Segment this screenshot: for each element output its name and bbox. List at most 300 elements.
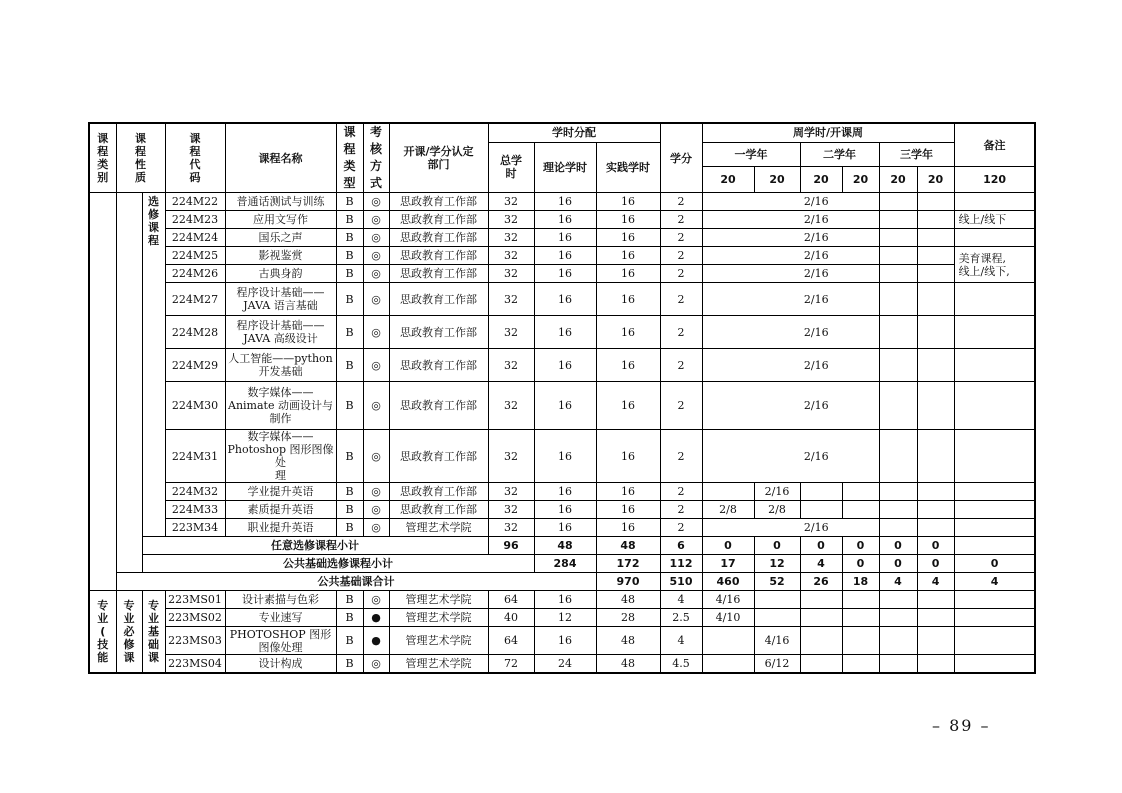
credits: 2 (660, 519, 702, 537)
exam-method: ◎ (363, 430, 389, 483)
theory-hours: 16 (534, 265, 596, 283)
theory-hours: 16 (534, 430, 596, 483)
course-code: 223M34 (165, 519, 225, 537)
header-notes-weeks: 120 (954, 167, 1035, 193)
subtotal-week: 0 (879, 555, 917, 573)
remark-cell: 线上/线下 (954, 211, 1035, 229)
header-week-count: 20 (879, 167, 917, 193)
theory-hours: 16 (534, 519, 596, 537)
remark-cell (954, 193, 1035, 211)
department: 管理艺术学院 (389, 591, 488, 609)
subtotal-theory: 172 (596, 555, 660, 573)
course-type: B (336, 591, 363, 609)
credits: 4 (660, 627, 702, 655)
week-cell (879, 349, 917, 382)
week-cell (842, 483, 879, 501)
practice-hours: 16 (596, 430, 660, 483)
elective-label: 选 修 课 程 (142, 193, 165, 537)
course-code: 224M24 (165, 229, 225, 247)
remark-cell (954, 501, 1035, 519)
subtotal-total: 970 (596, 573, 660, 591)
week-cell (917, 316, 954, 349)
department: 管理艺术学院 (389, 609, 488, 627)
course-code: 224M29 (165, 349, 225, 382)
theory-hours: 16 (534, 193, 596, 211)
exam-method: ◎ (363, 247, 389, 265)
week-cell (879, 609, 917, 627)
department: 思政教育工作部 (389, 265, 488, 283)
practice-hours: 16 (596, 349, 660, 382)
subtotal-week: 12 (754, 555, 800, 573)
course-type: B (336, 519, 363, 537)
department: 思政教育工作部 (389, 247, 488, 265)
week-cell (800, 627, 842, 655)
header-course-name: 课程名称 (225, 123, 336, 193)
credits: 2 (660, 211, 702, 229)
course-name: 学业提升英语 (225, 483, 336, 501)
week-cell (879, 519, 917, 537)
remark-cell (954, 229, 1035, 247)
week-cell (702, 316, 754, 349)
week-cell (917, 501, 954, 519)
header-category: 课 程 类 别 (89, 123, 116, 193)
week-cell (842, 591, 879, 609)
department: 思政教育工作部 (389, 316, 488, 349)
week-cell (702, 430, 754, 483)
course-code: 224M27 (165, 283, 225, 316)
course-type: B (336, 609, 363, 627)
exam-method: ◎ (363, 349, 389, 382)
week-cell (702, 211, 754, 229)
course-type: B (336, 349, 363, 382)
major-sub: 专 业 基 础 课 (142, 591, 165, 673)
department: 管理艺术学院 (389, 655, 488, 673)
course-code: 224M25 (165, 247, 225, 265)
practice-hours: 16 (596, 519, 660, 537)
week-cell (879, 591, 917, 609)
weekly-hours: 2/16 (754, 265, 879, 283)
course-code: 224M22 (165, 193, 225, 211)
header-week-count: 20 (842, 167, 879, 193)
course-type: B (336, 501, 363, 519)
header-credits: 学分 (660, 123, 702, 193)
course-code: 223MS01 (165, 591, 225, 609)
header-practice-hours: 实践学时 (596, 142, 660, 193)
practice-hours: 16 (596, 382, 660, 430)
total-hours: 32 (488, 283, 534, 316)
week-cell (702, 265, 754, 283)
subtotal-week: 0 (842, 537, 879, 555)
weekly-hours: 2/16 (754, 382, 879, 430)
total-hours: 40 (488, 609, 534, 627)
credits: 4.5 (660, 655, 702, 673)
week-cell (800, 655, 842, 673)
header-week-count: 20 (800, 167, 842, 193)
course-type: B (336, 247, 363, 265)
week-cell (702, 247, 754, 265)
remark-cell (954, 430, 1035, 483)
practice-hours: 16 (596, 265, 660, 283)
exam-method: ◎ (363, 211, 389, 229)
header-week-count: 20 (702, 167, 754, 193)
theory-hours: 16 (534, 501, 596, 519)
total-hours: 32 (488, 382, 534, 430)
course-name: 应用文写作 (225, 211, 336, 229)
course-code: 224M23 (165, 211, 225, 229)
remark-cell (954, 591, 1035, 609)
header-department: 开课/学分认定 部门 (389, 123, 488, 193)
total-hours: 32 (488, 483, 534, 501)
week-cell-1 (702, 483, 754, 501)
week-cell (917, 655, 954, 673)
credits: 2 (660, 501, 702, 519)
course-type: B (336, 627, 363, 655)
week-cell (702, 193, 754, 211)
exam-method: ◎ (363, 316, 389, 349)
practice-hours: 48 (596, 591, 660, 609)
department: 管理艺术学院 (389, 627, 488, 655)
course-code: 223MS04 (165, 655, 225, 673)
credits: 2 (660, 247, 702, 265)
exam-method: ◎ (363, 193, 389, 211)
theory-hours: 16 (534, 591, 596, 609)
header-exam-method: 考 核 方 式 (363, 123, 389, 193)
theory-hours: 12 (534, 609, 596, 627)
week-cell (842, 609, 879, 627)
total-hours: 32 (488, 229, 534, 247)
remark-cell (954, 519, 1035, 537)
remark-cell (954, 627, 1035, 655)
week-cell (917, 193, 954, 211)
week-cell (879, 211, 917, 229)
course-type: B (336, 655, 363, 673)
practice-hours: 48 (596, 655, 660, 673)
week-cell (800, 483, 842, 501)
subtotal-credit: 52 (754, 573, 800, 591)
course-type: B (336, 382, 363, 430)
course-name: 设计素描与色彩 (225, 591, 336, 609)
course-type: B (336, 229, 363, 247)
week-cell (917, 609, 954, 627)
subtotal-theory: 48 (534, 537, 596, 555)
subtotal-week: 0 (917, 555, 954, 573)
credits: 2 (660, 430, 702, 483)
exam-method: ◎ (363, 501, 389, 519)
remark-cell (954, 283, 1035, 316)
department: 思政教育工作部 (389, 483, 488, 501)
course-code: 224M33 (165, 501, 225, 519)
subtotal-week: 26 (800, 573, 842, 591)
course-name: 人工智能——python 开发基础 (225, 349, 336, 382)
course-name: 数字媒体—— Photoshop 图形图像处 理 (225, 430, 336, 483)
subtotal-practice: 112 (660, 555, 702, 573)
week-cell-1 (702, 627, 754, 655)
practice-hours: 16 (596, 229, 660, 247)
total-hours: 32 (488, 316, 534, 349)
theory-hours: 16 (534, 247, 596, 265)
subtotal-week: 0 (800, 537, 842, 555)
week-cell (917, 283, 954, 316)
week-cell (702, 229, 754, 247)
course-type: B (336, 193, 363, 211)
remark-cell (954, 537, 1035, 555)
exam-method: ● (363, 609, 389, 627)
course-name: 素质提升英语 (225, 501, 336, 519)
credits: 2.5 (660, 609, 702, 627)
theory-hours: 16 (534, 382, 596, 430)
week-cell (800, 591, 842, 609)
practice-hours: 16 (596, 483, 660, 501)
week-cell (917, 627, 954, 655)
header-total-hours: 总学 时 (488, 142, 534, 193)
week-cell (879, 382, 917, 430)
department: 思政教育工作部 (389, 193, 488, 211)
header-year-1: 一学年 (702, 142, 800, 167)
theory-hours: 16 (534, 349, 596, 382)
department: 思政教育工作部 (389, 501, 488, 519)
header-theory-hours: 理论学时 (534, 142, 596, 193)
subtotal-total: 96 (488, 537, 534, 555)
credits: 2 (660, 349, 702, 382)
weekly-hours: 2/16 (754, 247, 879, 265)
major-category: 专 业 ( 技 能 (89, 591, 116, 673)
header-week-count: 20 (917, 167, 954, 193)
week-cell (879, 316, 917, 349)
weekly-hours: 2/16 (754, 229, 879, 247)
category-cell (89, 193, 116, 591)
subtotal-week: 0 (842, 555, 879, 573)
course-type: B (336, 265, 363, 283)
course-type: B (336, 430, 363, 483)
subtotal-label: 任意选修课程小计 (142, 537, 488, 555)
week-cell-1: 4/16 (702, 591, 754, 609)
course-code: 224M30 (165, 382, 225, 430)
header-week-count: 20 (754, 167, 800, 193)
week-cell (842, 627, 879, 655)
remark-cell (954, 655, 1035, 673)
total-hours: 64 (488, 627, 534, 655)
week-cell (917, 483, 954, 501)
week-cell (879, 655, 917, 673)
week-cell-2 (754, 609, 800, 627)
course-type: B (336, 316, 363, 349)
practice-hours: 16 (596, 501, 660, 519)
exam-method: ◎ (363, 519, 389, 537)
subtotal-week: 4 (800, 555, 842, 573)
total-hours: 64 (488, 591, 534, 609)
course-type: B (336, 211, 363, 229)
header-hours-group: 学时分配 (488, 123, 660, 142)
course-name: 数字媒体—— Animate 动画设计与 制作 (225, 382, 336, 430)
total-hours: 32 (488, 349, 534, 382)
week-cell-1 (702, 655, 754, 673)
exam-method: ◎ (363, 655, 389, 673)
weekly-hours: 2/16 (754, 211, 879, 229)
course-code: 224M32 (165, 483, 225, 501)
header-course-type: 课 程 类 型 (336, 123, 363, 193)
header-code: 课 程 代 码 (165, 123, 225, 193)
header-year-2: 二学年 (800, 142, 879, 167)
exam-method: ◎ (363, 283, 389, 316)
week-cell-2: 2/16 (754, 483, 800, 501)
subtotal-label: 公共基础选修课程小计 (142, 555, 534, 573)
week-cell (917, 519, 954, 537)
week-cell (917, 349, 954, 382)
major-nature: 专 业 必 修 课 (116, 591, 142, 673)
week-cell (917, 591, 954, 609)
week-cell (842, 501, 879, 519)
course-name: PHOTOSHOP 图形 图像处理 (225, 627, 336, 655)
subtotal-credit: 6 (660, 537, 702, 555)
subtotal-theory: 510 (660, 573, 702, 591)
theory-hours: 16 (534, 229, 596, 247)
remark-cell: 美育课程, 线上/线下, (954, 247, 1035, 283)
subtotal-credit: 17 (702, 555, 754, 573)
week-cell (800, 501, 842, 519)
header-weekly-group: 周学时/开课周 (702, 123, 954, 142)
week-cell (917, 430, 954, 483)
course-code: 224M26 (165, 265, 225, 283)
week-cell (879, 283, 917, 316)
week-cell (800, 609, 842, 627)
course-code: 224M31 (165, 430, 225, 483)
course-name: 设计构成 (225, 655, 336, 673)
week-cell (879, 483, 917, 501)
subtotal-week: 4 (879, 573, 917, 591)
week-cell (917, 247, 954, 265)
practice-hours: 48 (596, 627, 660, 655)
nature-cell (116, 193, 142, 573)
department: 思政教育工作部 (389, 283, 488, 316)
header-nature: 课 程 性 质 (116, 123, 165, 193)
remark-cell (954, 609, 1035, 627)
subtotal-label: 公共基础课合计 (116, 573, 596, 591)
department: 思政教育工作部 (389, 349, 488, 382)
subtotal-week: 0 (702, 537, 754, 555)
exam-method: ◎ (363, 229, 389, 247)
course-code: 224M28 (165, 316, 225, 349)
department: 思政教育工作部 (389, 211, 488, 229)
week-cell (702, 519, 754, 537)
total-hours: 32 (488, 247, 534, 265)
credits: 2 (660, 283, 702, 316)
week-cell-2 (754, 591, 800, 609)
subtotal-week: 0 (917, 537, 954, 555)
total-hours: 32 (488, 211, 534, 229)
week-cell (702, 382, 754, 430)
subtotal-week: 0 (954, 555, 1035, 573)
weekly-hours: 2/16 (754, 193, 879, 211)
week-cell (879, 501, 917, 519)
subtotal-week: 0 (754, 537, 800, 555)
practice-hours: 16 (596, 247, 660, 265)
week-cell-1: 2/8 (702, 501, 754, 519)
course-name: 普通话测试与训练 (225, 193, 336, 211)
course-name: 职业提升英语 (225, 519, 336, 537)
credits: 2 (660, 316, 702, 349)
week-cell-2: 2/8 (754, 501, 800, 519)
week-cell (917, 229, 954, 247)
total-hours: 32 (488, 519, 534, 537)
subtotal-week: 18 (842, 573, 879, 591)
week-cell (879, 229, 917, 247)
week-cell (879, 627, 917, 655)
course-type: B (336, 283, 363, 316)
week-cell-2: 4/16 (754, 627, 800, 655)
subtotal-practice: 48 (596, 537, 660, 555)
course-type: B (336, 483, 363, 501)
week-cell (879, 247, 917, 265)
subtotal-week: 4 (954, 573, 1035, 591)
practice-hours: 28 (596, 609, 660, 627)
total-hours: 32 (488, 501, 534, 519)
credits: 2 (660, 229, 702, 247)
subtotal-week: 0 (879, 537, 917, 555)
remark-cell (954, 483, 1035, 501)
week-cell (702, 283, 754, 316)
theory-hours: 24 (534, 655, 596, 673)
practice-hours: 16 (596, 316, 660, 349)
weekly-hours: 2/16 (754, 316, 879, 349)
course-name: 程序设计基础—— JAVA 高级设计 (225, 316, 336, 349)
department: 思政教育工作部 (389, 430, 488, 483)
week-cell (917, 265, 954, 283)
theory-hours: 16 (534, 211, 596, 229)
weekly-hours: 2/16 (754, 519, 879, 537)
subtotal-practice: 460 (702, 573, 754, 591)
practice-hours: 16 (596, 211, 660, 229)
department: 思政教育工作部 (389, 229, 488, 247)
exam-method: ◎ (363, 382, 389, 430)
total-hours: 32 (488, 265, 534, 283)
credits: 2 (660, 193, 702, 211)
course-name: 古典身韵 (225, 265, 336, 283)
weekly-hours: 2/16 (754, 349, 879, 382)
course-code: 223MS03 (165, 627, 225, 655)
week-cell (702, 349, 754, 382)
weekly-hours: 2/16 (754, 430, 879, 483)
theory-hours: 16 (534, 283, 596, 316)
theory-hours: 16 (534, 316, 596, 349)
theory-hours: 16 (534, 483, 596, 501)
exam-method: ◎ (363, 483, 389, 501)
department: 管理艺术学院 (389, 519, 488, 537)
exam-method: ● (363, 627, 389, 655)
practice-hours: 16 (596, 193, 660, 211)
department: 思政教育工作部 (389, 382, 488, 430)
week-cell (842, 655, 879, 673)
curriculum-table (88, 122, 1036, 674)
course-code: 223MS02 (165, 609, 225, 627)
week-cell (879, 193, 917, 211)
total-hours: 32 (488, 430, 534, 483)
credits: 2 (660, 382, 702, 430)
course-name: 影视鉴赏 (225, 247, 336, 265)
credits: 2 (660, 265, 702, 283)
remark-cell (954, 349, 1035, 382)
week-cell (917, 211, 954, 229)
subtotal-total: 284 (534, 555, 596, 573)
credits: 2 (660, 483, 702, 501)
total-hours: 72 (488, 655, 534, 673)
week-cell (879, 430, 917, 483)
exam-method: ◎ (363, 591, 389, 609)
course-name: 程序设计基础—— JAVA 语言基础 (225, 283, 336, 316)
credits: 4 (660, 591, 702, 609)
exam-method: ◎ (363, 265, 389, 283)
theory-hours: 16 (534, 627, 596, 655)
weekly-hours: 2/16 (754, 283, 879, 316)
